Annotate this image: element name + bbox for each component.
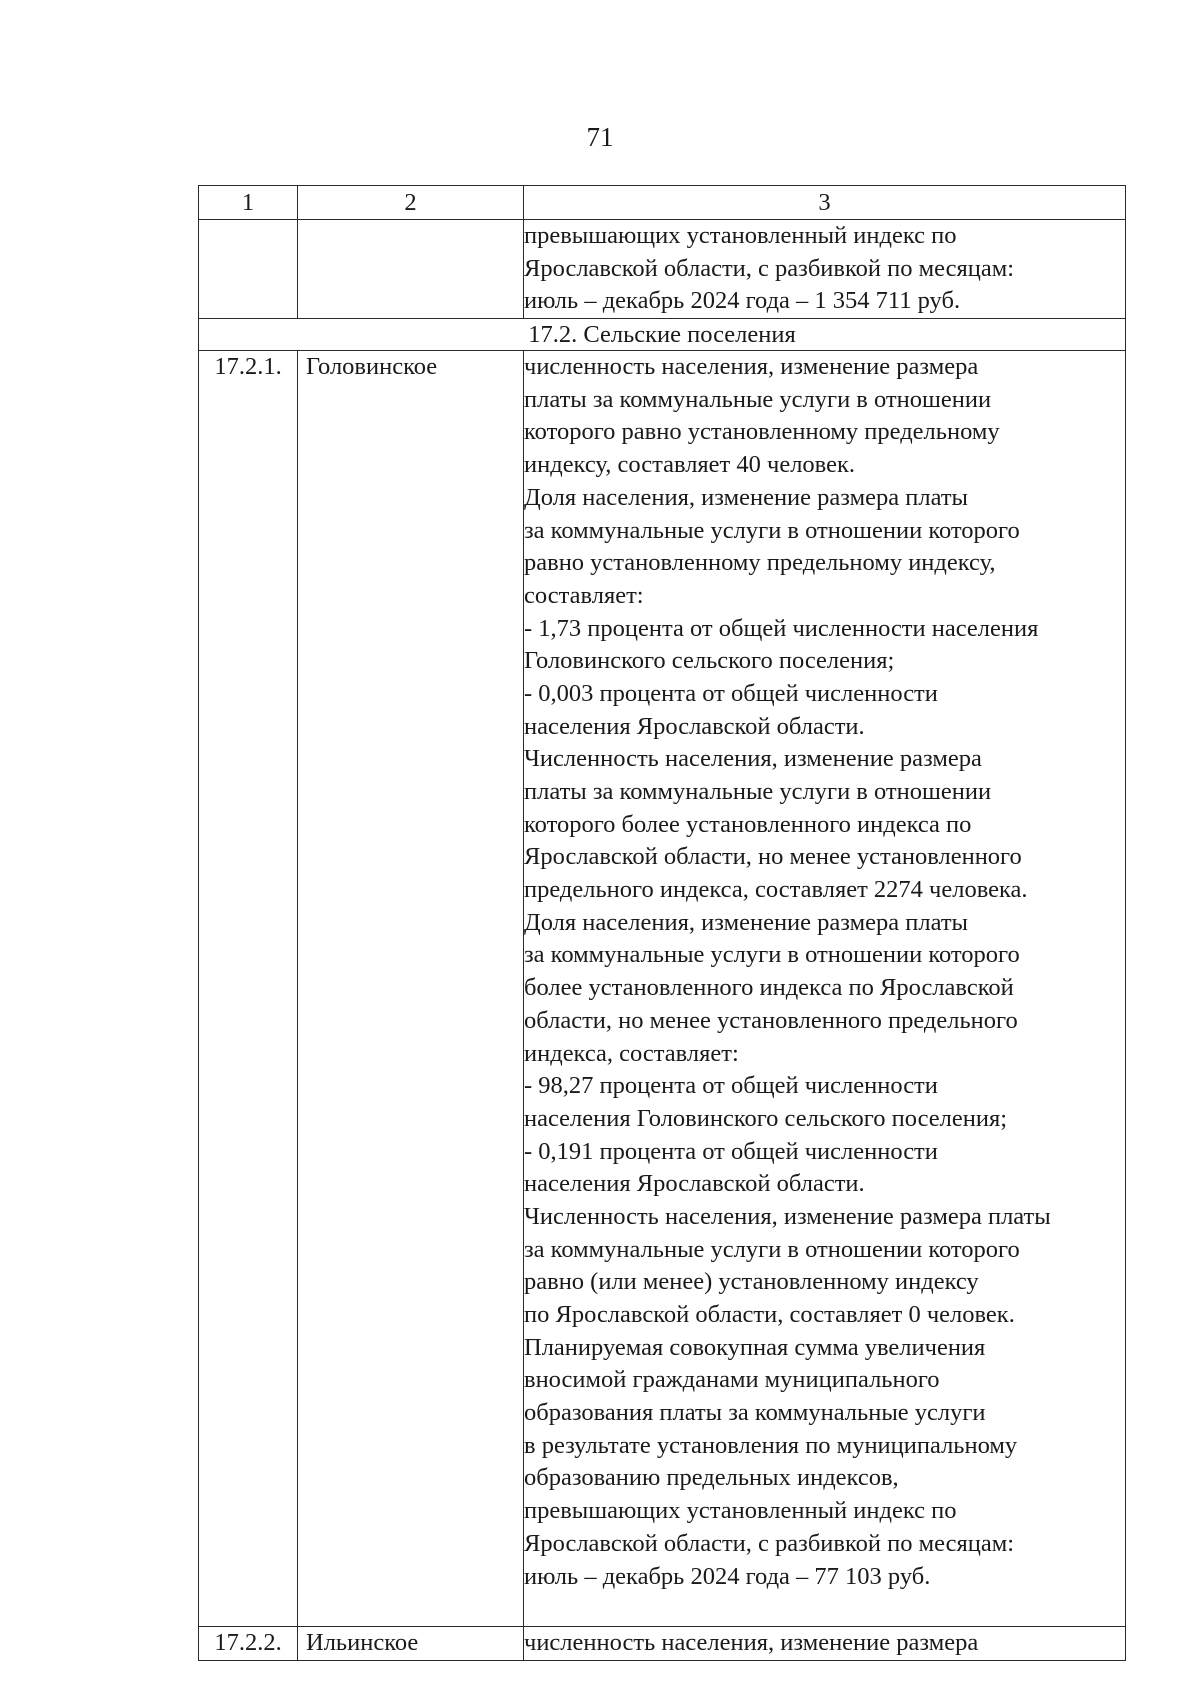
row-number: 17.2.1. <box>214 353 282 381</box>
text-line: составляет: <box>524 581 644 609</box>
text-line: индексу, составляет 40 человек. <box>524 451 856 479</box>
text-line: за коммунальные услуги в отношении которого <box>524 941 1020 969</box>
section-row <box>199 319 1126 351</box>
text-line: населения Головинского сельского поселения; <box>524 1104 1008 1132</box>
text-line: более установленного индекса по Ярославской <box>524 974 1014 1002</box>
text-line: Доля населения, изменение размера платы <box>524 908 968 936</box>
table-header-row <box>199 186 1126 220</box>
table-row <box>199 351 1126 1627</box>
continuation-name-cell <box>298 220 524 319</box>
text-line: которого равно установленному предельному <box>524 418 1000 446</box>
text-line: вносимой гражданами муниципального <box>524 1366 940 1394</box>
text-line: платы за коммунальные услуги в отношении <box>524 778 992 805</box>
municipal-index-table <box>198 185 1126 1661</box>
text-line: по Ярославской области, составляет 0 человек. <box>524 1301 1015 1328</box>
text-line: Ярославской области, с разбивкой по месяцам: <box>524 254 1015 282</box>
text-line: Головинского сельского поселения; <box>524 647 895 675</box>
text-line: - 1,73 процента от общей численности населения <box>524 614 1039 642</box>
column-header-3: 3 <box>524 186 1126 220</box>
row-description-cell <box>524 351 1126 1627</box>
text-line: платы за коммунальные услуги в отношении <box>524 385 992 413</box>
row-description-cell <box>524 1627 1126 1661</box>
text-line: Численность населения, изменение размера платы <box>524 1202 1051 1230</box>
settlement-name: Ильинское <box>306 1629 419 1657</box>
text-line: образования платы за коммунальные услуги <box>524 1399 986 1427</box>
section-title: 17.2. Сельские поселения <box>199 319 1126 351</box>
text-line: области, но менее установленного предельного <box>524 1006 1018 1034</box>
text-line: июль – декабрь 2024 года – 77 103 руб. <box>524 1562 931 1590</box>
text-line: июль – декабрь 2024 года – 1 354 711 руб. <box>524 287 961 315</box>
text-line: превышающих установленный индекс по <box>524 222 957 249</box>
row-number: 17.2.2. <box>214 1629 282 1657</box>
text-line: образованию предельных индексов, <box>524 1464 899 1492</box>
continuation-row <box>199 220 1126 319</box>
settlement-name: Головинское <box>306 353 438 381</box>
text-line: за коммунальные услуги в отношении которого <box>524 516 1020 544</box>
text-line: - 98,27 процента от общей численности <box>524 1072 938 1100</box>
text-line: Планируемая совокупная сумма увеличения <box>524 1333 986 1361</box>
text-line: Ярославской области, но менее установленного <box>524 843 1022 871</box>
text-line: численность населения, изменение размера <box>524 1629 979 1657</box>
text-line: численность населения, изменение размера <box>524 353 979 381</box>
row-name-cell <box>298 1627 524 1661</box>
row-number-cell <box>199 1627 298 1661</box>
row-number-cell <box>199 351 298 1627</box>
table-row <box>199 1627 1126 1661</box>
text-line: равно установленному предельному индексу, <box>524 549 996 577</box>
column-header-2: 2 <box>298 186 524 220</box>
text-line: - 0,003 процента от общей численности <box>524 679 938 707</box>
text-line: населения Ярославской области. <box>524 712 865 740</box>
text-line: в результате установления по муниципальному <box>524 1431 1018 1459</box>
text-line: за коммунальные услуги в отношении которого <box>524 1235 1020 1263</box>
text-line: населения Ярославской области. <box>524 1170 865 1198</box>
text-line: Численность населения, изменение размера <box>524 745 982 773</box>
text-line: - 0,191 процента от общей численности <box>524 1137 938 1165</box>
text-line: предельного индекса, составляет 2274 человека. <box>524 876 1028 904</box>
text-line: которого более установленного индекса по <box>524 810 972 838</box>
text-line: превышающих установленный индекс по <box>524 1497 957 1525</box>
text-line: Доля населения, изменение размера платы <box>524 483 968 511</box>
page-number: 71 <box>586 122 614 152</box>
continuation-text-cell <box>524 220 1126 319</box>
text-line: Ярославской области, с разбивкой по месяцам: <box>524 1529 1015 1557</box>
text-line: равно (или менее) установленному индексу <box>524 1268 979 1296</box>
row-name-cell <box>298 351 524 1627</box>
continuation-num-cell <box>199 220 298 319</box>
column-header-1: 1 <box>199 186 298 220</box>
text-line: индекса, составляет: <box>524 1039 739 1067</box>
